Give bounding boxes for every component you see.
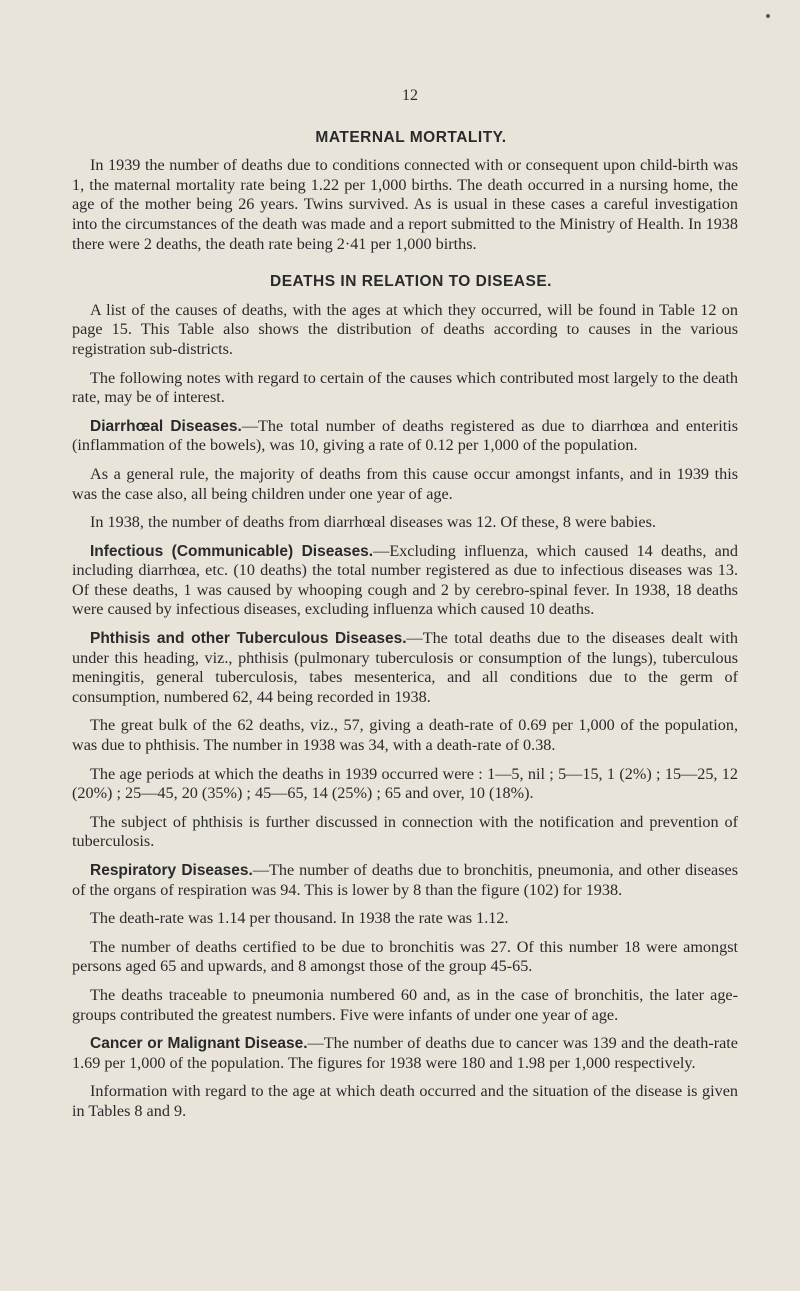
paragraph: The following notes with regard to certain of the causes which contributed most largely to the death rate, may be of interest. bbox=[72, 368, 738, 407]
paragraph-text: —The total number of deaths registered as due to diarrhœa and enteritis (inflammation of the bowels), was 10, giving a rate of 0.12 per 1,000 of the population. bbox=[72, 416, 739, 455]
subheading-phthisis: Phthisis and other Tuberculous Diseases. bbox=[90, 630, 407, 648]
page-number: 12 bbox=[402, 87, 418, 104]
paragraph: The number of deaths certified to be due to bronchitis was 27. Of this number 18 were amongst persons aged 65 and upwards, and 8 amongst those of the group 45-65. bbox=[72, 937, 738, 976]
paragraph-infectious bbox=[72, 542, 738, 620]
section-title-deaths-disease: DEATHS IN RELATION TO DISEASE. bbox=[270, 273, 552, 291]
paragraph: Information with regard to the age at which death occurred and the situation of the disease is given in Tables 8 and 9. bbox=[72, 1082, 738, 1120]
corner-dot bbox=[766, 14, 770, 18]
page-content bbox=[72, 86, 738, 1131]
paragraph: A list of the causes of deaths, with the ages at which they occurred, will be found in Table 12 on page 15. This Table also shows the distribution of deaths according to causes in the various registration sub-districts. bbox=[72, 300, 738, 358]
paragraph-respiratory bbox=[72, 861, 738, 900]
paragraph: The great bulk of the 62 deaths, viz., 57, giving a death-rate of 0.69 per 1,000 of the population, was due to phthisis. The number in 1938 was 34, with a death-rate of 0.38. bbox=[72, 716, 738, 755]
paragraph: The age periods at which the deaths in 1939 occurred were : 1—5, nil ; 5—15, 1 (2%) ; 15—25, 12 (20%) ; 25—45, 20 (35%) ; 45—65, 14 (25%) ; 65 and over, 10 (18%). bbox=[72, 764, 738, 803]
paragraph-text: —The total deaths due to the diseases dealt with under this heading, viz., phthisis (pulmonary tuberculosis or consumption of the lungs), tuberculous meningitis, general tuberculosis, tabes mesenterica, and all conditions due to the germ of consumption, numbered 62, 44 being recorded in 1938. bbox=[72, 629, 738, 706]
paragraph: As a general rule, the majority of deaths from this cause occur amongst infants, and in 1939 this was the case also, all being children under one year of age. bbox=[72, 464, 738, 503]
paragraph-text: —The number of deaths due to bronchitis, pneumonia, and other diseases of the organs of respiration was 94. This is lower by 8 than the figure (102) for 1938. bbox=[72, 861, 738, 899]
subheading-respiratory: Respiratory Diseases. bbox=[90, 862, 253, 879]
paragraph: The subject of phthisis is further discussed in connection with the notification and prevention of tuberculosis. bbox=[72, 812, 738, 851]
paragraph: In 1939 the number of deaths due to conditions connected with or consequent upon child-birth was 1, the maternal mortality rate being 1.22 per 1,000 births. The death occurred in a nursing home, the age of the mother being 26 years. Twins survived. As is usual in these cases a careful investigation into the circumstances of the death was made and a report submitted to the Ministry of Health. In 1938 there were 2 deaths, the death rate being 2·41 per 1,000 births. bbox=[72, 156, 738, 253]
section-title-maternal-mortality: MATERNAL MORTALITY. bbox=[315, 128, 507, 146]
subheading-cancer: Cancer or Malignant Disease. bbox=[90, 1035, 308, 1053]
paragraph: In 1938, the number of deaths from diarrhœal diseases was 12. Of these, 8 were babies. bbox=[90, 513, 656, 532]
paragraph: The death-rate was 1.14 per thousand. In 1938 the rate was 1.12. bbox=[90, 909, 509, 928]
subheading-diarrhoeal: Diarrhœal Diseases. bbox=[90, 417, 242, 435]
paragraph-text: —The number of deaths due to cancer was 139 and the death-rate 1.69 per 1,000 of the population. The figures for 1938 were 180 and 1.98 per 1,000 respectively. bbox=[72, 1034, 738, 1072]
subheading-infectious: Infectious (Communicable) Diseases. bbox=[90, 542, 374, 560]
paragraph: The deaths traceable to pneumonia numbered 60 and, as in the case of bronchitis, the later age-groups contributed the greatest numbers. Five were infants of under one year of age. bbox=[72, 985, 738, 1024]
paragraph-cancer bbox=[72, 1034, 738, 1073]
paragraph-text: —Excluding influenza, which caused 14 deaths, and including diarrhœa, etc. (10 deaths) the total number registered as due to infectious diseases was 13. Of these deaths, 1 was caused by whooping cough and 2 by cerebro-spinal fever. In 1938, 18 deaths were caused by infectious diseases, excluding influenza which caused 10 deaths. bbox=[72, 541, 738, 619]
paragraph-phthisis bbox=[72, 629, 738, 707]
paragraph-diarrhoeal bbox=[72, 417, 738, 456]
